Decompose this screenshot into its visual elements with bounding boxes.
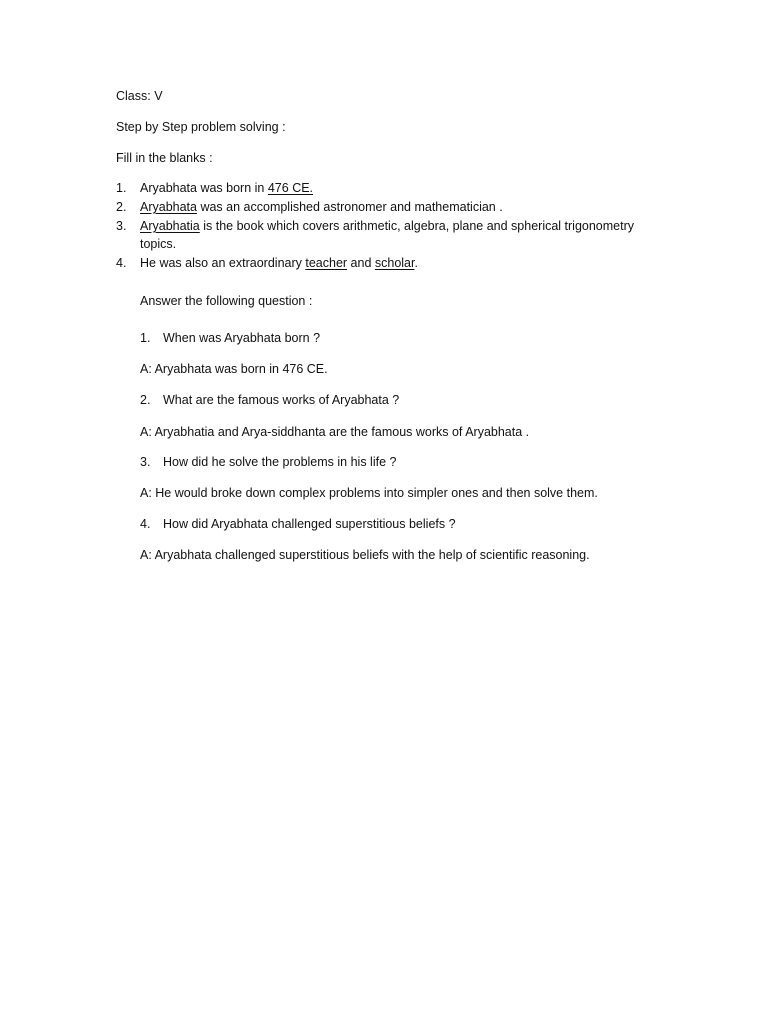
blank-answer: Aryabhatia bbox=[140, 219, 200, 233]
question-text: How did he solve the problems in his life ? bbox=[163, 455, 397, 469]
question-number: 3. bbox=[140, 455, 151, 469]
question-number: 2. bbox=[140, 393, 151, 407]
blank-answer: scholar bbox=[374, 256, 415, 270]
item-number: 3. bbox=[116, 219, 127, 233]
question-3 bbox=[140, 454, 396, 470]
item-number: 1. bbox=[116, 181, 127, 195]
item-text: was an accomplished astronomer and mathematician . bbox=[196, 200, 503, 214]
qa-heading: Answer the following question : bbox=[140, 294, 313, 308]
item-number: 2. bbox=[116, 200, 127, 214]
item-text: Aryabhata was born in bbox=[140, 181, 268, 195]
item-text: is the book which covers arithmetic, algebra, plane and spherical trigonometry bbox=[199, 219, 635, 233]
question-4 bbox=[140, 516, 456, 532]
item-text: . bbox=[414, 256, 418, 270]
question-number: 1. bbox=[140, 331, 151, 345]
fill-item-3 bbox=[116, 218, 634, 234]
blank-answer: 476 CE. bbox=[267, 181, 314, 195]
answer-1: A: Aryabhata was born in 476 CE. bbox=[140, 362, 328, 376]
fill-blanks-heading: Fill in the blanks : bbox=[116, 151, 213, 165]
blank-answer: Aryabhata bbox=[140, 200, 197, 214]
answer-2: A: Aryabhatia and Arya-siddhanta are the famous works of Aryabhata . bbox=[140, 425, 530, 439]
fill-item-3-continuation: topics. bbox=[140, 237, 177, 251]
blank-answer: teacher bbox=[305, 256, 348, 270]
item-text: He was also an extraordinary bbox=[140, 256, 306, 270]
answer-4: A: Aryabhata challenged superstitious beliefs with the help of scientific reasoning. bbox=[140, 548, 590, 562]
question-text: How did Aryabhata challenged superstitious beliefs ? bbox=[163, 517, 456, 531]
question-2 bbox=[140, 392, 399, 408]
question-text: When was Aryabhata born ? bbox=[163, 331, 321, 345]
item-text: and bbox=[347, 256, 375, 270]
question-number: 4. bbox=[140, 517, 151, 531]
class-line: Class: V bbox=[116, 89, 163, 103]
fill-item-2 bbox=[116, 199, 503, 215]
question-1 bbox=[140, 330, 320, 346]
answer-3: A: He would broke down complex problems into simpler ones and then solve them. bbox=[140, 486, 598, 500]
worksheet-subtitle: Step by Step problem solving : bbox=[116, 120, 286, 134]
item-number: 4. bbox=[116, 256, 127, 270]
fill-item-4 bbox=[116, 255, 418, 271]
question-text: What are the famous works of Aryabhata ? bbox=[163, 393, 400, 407]
fill-item-1 bbox=[116, 180, 313, 196]
